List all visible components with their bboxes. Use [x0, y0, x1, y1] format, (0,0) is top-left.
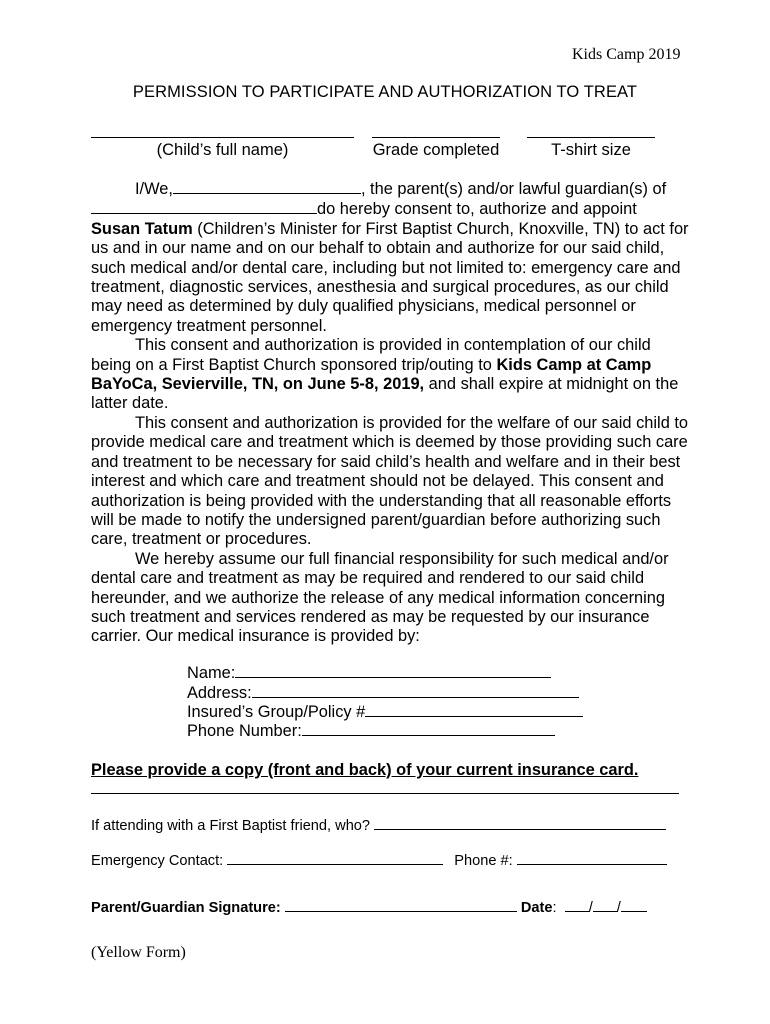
phone-field[interactable]: [517, 851, 667, 865]
grade-field[interactable]: [372, 137, 500, 138]
date-separator-2: /: [616, 900, 621, 916]
insurance-name-field[interactable]: [235, 663, 551, 678]
insurance-address-label: Address:: [187, 684, 252, 702]
camp-year-label: Kids Camp 2019: [572, 46, 681, 63]
insurance-card-notice: Please provide a copy (front and back) of your current insurance card.: [91, 761, 639, 779]
consent-paragraph-2: [91, 336, 691, 414]
tshirt-label: T-shirt size: [551, 141, 631, 159]
emergency-contact-label: Emergency Contact:: [91, 853, 224, 869]
signature-row: [91, 898, 647, 916]
section-divider: [91, 793, 679, 794]
appointee-text: (Children’s Minister for First Baptist Church, Knoxville, TN) to act for us and in our name and on our behalf to obtain and authorize for our said child, such medical and/or dental care, including but not limited to: emergency care and treatment, diagnostic services, anesthesia and surgical procedures, as our child may need as determined by duly qualified physicians, medical personnel or emergency treatment personnel.: [91, 219, 689, 335]
friend-field[interactable]: [374, 816, 666, 830]
signature-field[interactable]: [285, 898, 517, 912]
document-title: PERMISSION TO PARTICIPATE AND AUTHORIZATION TO TREAT: [132, 83, 638, 101]
friend-label: If attending with a First Baptist friend, who?: [91, 818, 371, 834]
do-hereby-text: do hereby consent to, authorize and appoint: [317, 200, 637, 219]
insurance-policy-row: [187, 702, 583, 722]
consent-body: [91, 179, 691, 647]
trip-details: Kids Camp at Camp BaYoCa, Sevierville, TN, on June 5-8, 2019,: [91, 355, 652, 394]
date-label: Date: [520, 900, 553, 916]
friend-row: [91, 816, 666, 834]
phone-label: Phone #:: [454, 853, 513, 869]
consent-paragraph-4: We hereby assume our full financial responsibility for such medical and/or dental care and treatment as may be required and rendered to our said child hereunder, and we authorize the release of any medical information concerning such treatment and services rendered as may be requested by our insurance carrier. Our medical insurance is provided by:: [91, 549, 669, 646]
iwe-label: I/We,: [135, 180, 173, 198]
child-name-label: (Child’s full name): [156, 141, 289, 159]
date-separator-1: /: [588, 900, 593, 916]
insurance-phone-row: [187, 721, 555, 741]
grade-label: Grade completed: [372, 141, 500, 159]
parent-name-field[interactable]: [173, 179, 361, 194]
insurance-policy-label: Insured’s Group/Policy #: [187, 703, 366, 721]
consent-line-1: [91, 179, 691, 199]
expire-text: and shall expire at midnight on the latter date.: [91, 375, 679, 413]
consent-paragraph-1: [91, 220, 691, 336]
insurance-name-row: [187, 663, 551, 683]
trip-text: This consent and authorization is provided in contemplation of our child being on a First Baptist Church sponsored trip/outing to: [91, 336, 651, 374]
consent-paragraph-3: This consent and authorization is provided for the welfare of our said child to provide medical care and treatment which is deemed by those providing such care and treatment to be necessary for said child’s health and welfare and in their best interest and which care and treatment should not be delayed. This consent and authorization is being provided with the understanding that all reasonable efforts will be made to notify the undersigned parent/guardian before authorizing such care, treatment or procedures.: [91, 413, 689, 549]
emergency-row: [91, 851, 667, 869]
date-month-field[interactable]: [565, 898, 589, 912]
emergency-contact-field[interactable]: [227, 851, 443, 865]
appointee-name: Susan Tatum: [91, 219, 193, 238]
parent-text: , the parent(s) and/or lawful guardian(s) of: [360, 180, 667, 198]
child-of-field[interactable]: [91, 199, 317, 214]
form-color-note: (Yellow Form): [91, 944, 186, 961]
signature-label: Parent/Guardian Signature:: [91, 900, 281, 916]
insurance-address-row: [187, 683, 579, 703]
insurance-address-field[interactable]: [252, 683, 579, 698]
tshirt-field[interactable]: [527, 137, 655, 138]
date-day-field[interactable]: [593, 898, 617, 912]
insurance-name-label: Name:: [187, 664, 236, 682]
insurance-phone-field[interactable]: [302, 721, 555, 736]
child-name-field[interactable]: [91, 137, 354, 138]
insurance-phone-label: Phone Number:: [187, 722, 302, 740]
date-colon: :: [552, 900, 557, 916]
date-year-field[interactable]: [621, 898, 647, 912]
insurance-policy-field[interactable]: [365, 702, 583, 717]
consent-line-2: [91, 199, 691, 219]
